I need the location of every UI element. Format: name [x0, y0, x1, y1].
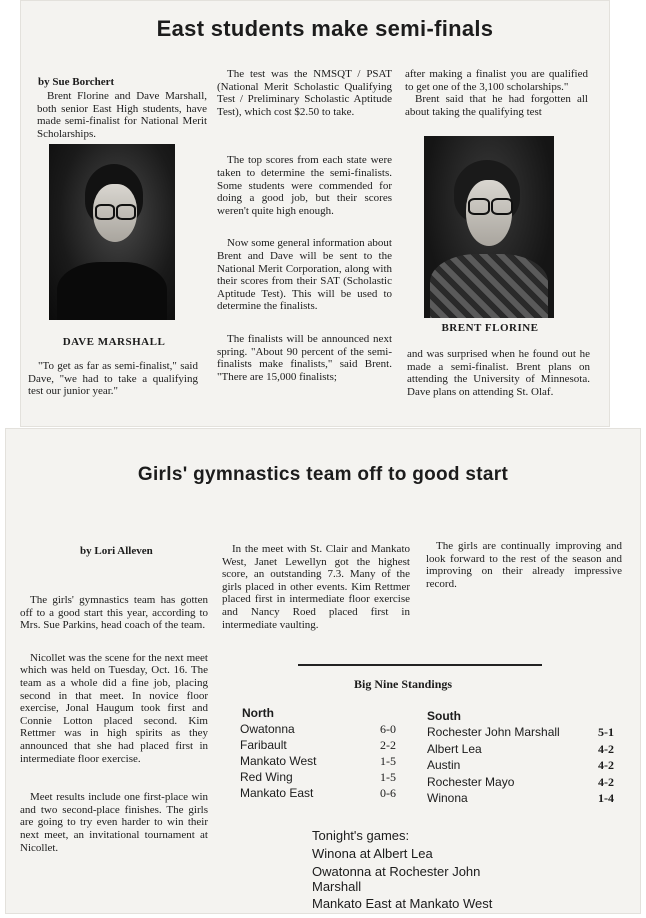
standings-team: Albert Lea [427, 741, 482, 756]
game-item: Winona at Albert Lea [312, 846, 433, 861]
standings-divider [298, 664, 542, 666]
standings-team: Faribault [240, 738, 287, 752]
standings-record: 1-4 [598, 791, 614, 805]
article2-column2 [222, 543, 410, 641]
article1-paragraph-quote: "To get as far as semi-finalist," said Dave, "we had to take a qualifying test our junior year." [28, 360, 198, 398]
article1-column2 [217, 68, 392, 393]
article1-column1-quote [28, 360, 198, 408]
standings-team: Rochester Mayo [427, 774, 515, 789]
standings-record: 5-1 [598, 725, 614, 739]
game-item: Mankato East at Mankato West [312, 896, 493, 911]
standings-team: Rochester John Marshall [427, 725, 560, 739]
standings-south-label: South [427, 709, 461, 723]
article2-column1 [20, 594, 208, 864]
byline-lori-alleven: by Lori Alleven [80, 545, 153, 557]
standings-record: 0-6 [380, 786, 396, 800]
article2-paragraph-results: Meet results include one first-place win and two second-place finishes. The girls are going to try even harder to win their next meet, an invitational tournament at Nicollet. [20, 791, 208, 854]
standings-record: 4-2 [598, 758, 614, 772]
games-title: Tonight's games: [312, 828, 410, 843]
article2-paragraph-st-clair-meet: In the meet with St. Clair and Mankato West, Janet Lewellyn got the highest score, an outstanding 7.3. Many of the girls placed in other events. Kim Rettmer placed first in intermediate floor exercise and Nancy Roed placed first in intermediate vaulting. [222, 543, 410, 631]
caption-dave-marshall: DAVE MARSHALL [62, 336, 166, 348]
standings-title: Big Nine Standings [354, 677, 453, 691]
standings-record: 1-5 [380, 770, 396, 784]
standings-record: 1-5 [380, 754, 396, 768]
photo-dave-marshall [49, 144, 175, 320]
standings-record: 6-0 [380, 722, 396, 736]
article1-paragraph-finalists: The finalists will be announced next spring. "About 90 percent of the semi-finalists make finalists," said Brent. "There are 15,000 finalists; [217, 332, 392, 383]
standings-team: Winona [427, 791, 468, 805]
article1-paragraph-forgotten: Brent said that he had forgotten all about taking the qualifying test [405, 93, 588, 118]
article1-paragraph-intro: Brent Florine and Dave Marshall, both senior East High students, have made semi-finalist for National Merit Scholarships. [37, 90, 207, 140]
article1-paragraph-top-scores: The top scores from each state were taken to determine the semi-finalists. Some students were commended for doing a good job, but their scores weren't quite high enough. [217, 154, 392, 217]
standings-team: Owatonna [240, 722, 295, 736]
byline-sue-borchert: by Sue Borchert [38, 76, 115, 88]
article2-paragraph-nicollet: Nicollet was the scene for the next meet which was held on Tuesday, Oct. 16. The team as a whole did a fine job, placing second in that meet. In novice floor exercise, Jonal Haugum took first and Connie Lotton placed second. Kim Rettmer was in high spirits as they announced that she had placed first in intermediate floor exercise. [20, 651, 208, 765]
standings-record: 4-2 [598, 741, 614, 756]
game-item: Owatonna at Rochester John Marshall [312, 864, 481, 894]
photo-brent-florine [424, 136, 554, 318]
article2-paragraph-intro: The girls' gymnastics team has gotten off to a good start this year, according to Mrs. Sue Parkins, head coach of the team. [20, 594, 208, 632]
article1-column1-intro [37, 90, 207, 150]
standings-record: 4-2 [598, 774, 614, 789]
article2-column3 [426, 540, 622, 600]
article1-column3-top [405, 68, 588, 128]
standings-team: Mankato East [240, 786, 314, 800]
article2-paragraph-improving: The girls are continually improving and look forward to the rest of the season and improving on their already impressive record. [426, 540, 622, 590]
headline-gymnastics: Girls' gymnastics team off to good start [137, 464, 509, 485]
standings-team: Mankato West [240, 754, 317, 768]
standings-north-label: North [242, 706, 274, 720]
article1-paragraph-scholarships: after making a finalist you are qualified to get one of the 3,100 scholarships." [405, 68, 588, 93]
headline-semi-finals: East students make semi-finals [156, 16, 494, 41]
article1-paragraph-general-info: Now some general information about Brent and Dave will be sent to the National Merit Corporation, along with their scores from their SAT (Scholastic Aptitude Test). This will be used to determine the finalists. [217, 237, 392, 313]
standings-team: Austin [427, 758, 461, 772]
article1-paragraph-test: The test was the NMSQT / PSAT (National Merit Scholastic Qualifying Test / Preliminary Scholastic Aptitude Test), which cost $2.50 to take. [217, 68, 392, 118]
standings-record: 2-2 [380, 738, 396, 752]
standings-team: Red Wing [240, 770, 293, 784]
caption-brent-florine: BRENT FLORINE [441, 322, 539, 334]
article1-column3-bottom [407, 348, 590, 408]
article1-paragraph-plans: and was surprised when he found out he made a semi-finalist. Brent plans on attending the University of Minnesota. Dave plans on attending St. Olaf. [407, 348, 590, 398]
